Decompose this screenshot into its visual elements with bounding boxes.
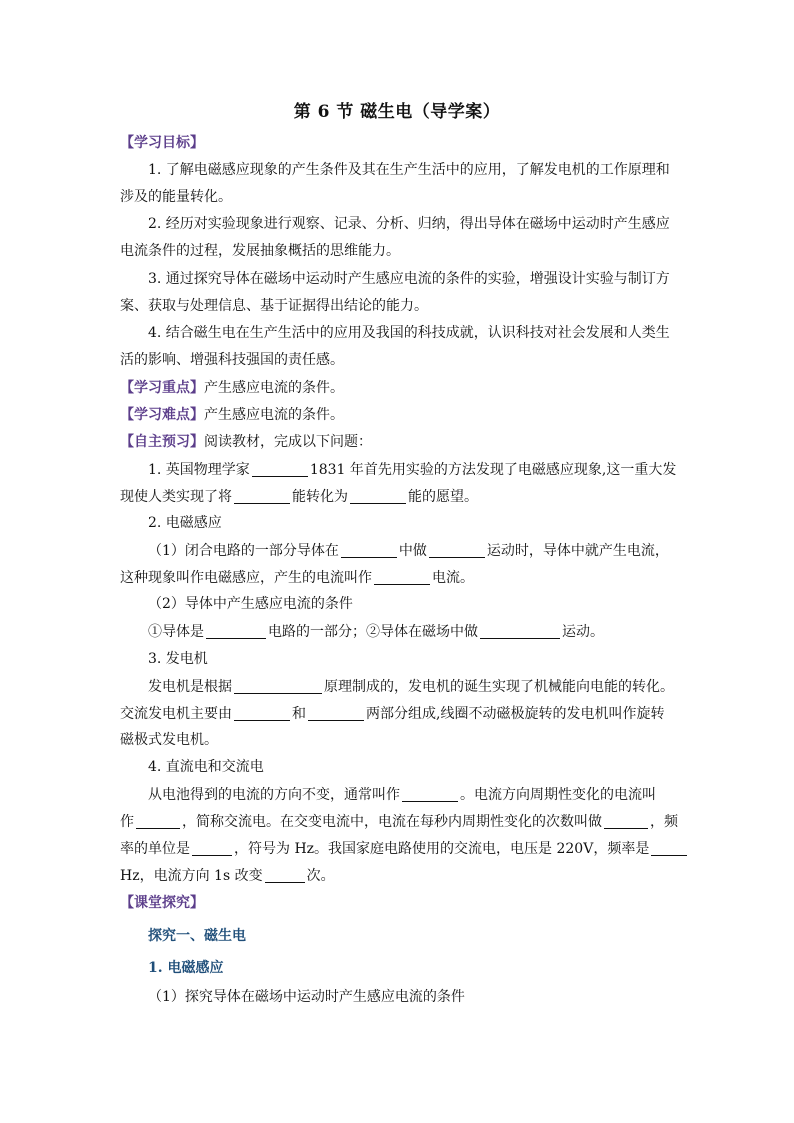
preview-heading: 【自主预习】 — [120, 434, 204, 450]
blank — [206, 624, 266, 639]
question-4-line-2 — [120, 814, 678, 829]
question-4-line-3 — [120, 841, 689, 856]
inquiry-sub-1: 1. 电磁感应 — [148, 960, 224, 976]
question-2-2-heading: （2）导体中产生感应电流的条件 — [148, 596, 353, 612]
text: 现使人类实现了将 — [120, 489, 232, 505]
question-4-heading: 4. 直流电和交流电 — [148, 759, 264, 775]
objective-2-line-1: 2. 经历对实验现象进行观察、记录、分析、归纳，得出导体在磁场中运动时产生感应 — [148, 216, 670, 232]
question-3-line-1 — [148, 679, 674, 694]
text: 作 — [120, 814, 134, 830]
text: 率的单位是 — [120, 841, 190, 857]
text: 原理制成的，发电机的诞生实现了机械能向电能的转化。 — [324, 679, 674, 695]
text: 从电池得到的电流的方向不变，通常叫作 — [148, 787, 400, 803]
key-point-heading: 【学习重点】 — [120, 380, 204, 396]
objective-1-line-1: 1. 了解电磁感应现象的产生条件及其在生产生活中的应用，了解发电机的工作原理和 — [148, 162, 670, 178]
text: 电路的一部分；②导体在磁场中做 — [268, 624, 478, 640]
question-3-heading: 3. 发电机 — [148, 651, 208, 667]
objective-1-line-2: 涉及的能量转化。 — [120, 189, 232, 205]
question-2-1-line-1 — [148, 543, 669, 558]
text: 能的愿望。 — [408, 489, 478, 505]
inquiry-sub-1-1: （1）探究导体在磁场中运动时产生感应电流的条件 — [148, 989, 465, 1005]
difficulty-text: 产生感应电流的条件。 — [204, 407, 344, 423]
key-point — [120, 381, 344, 395]
text: 能转化为 — [292, 489, 348, 505]
blank — [136, 814, 180, 829]
question-4-line-1 — [148, 787, 656, 802]
difficulty-heading: 【学习难点】 — [120, 407, 204, 423]
question-1-line-2 — [120, 489, 478, 504]
inquiry-part-1: 探究一、磁生电 — [148, 928, 246, 944]
inquiry-heading: 【课堂探究】 — [120, 895, 204, 911]
question-3-line-2 — [120, 706, 664, 721]
question-2-2-line — [148, 624, 604, 639]
preview-intro — [120, 435, 372, 449]
objective-4-line-1: 4. 结合磁生电在生产生活中的应用及我国的科技成就，认识科技对社会发展和人类生 — [148, 325, 670, 341]
blank — [429, 543, 485, 558]
text: 和 — [292, 706, 306, 722]
key-point-text: 产生感应电流的条件。 — [204, 380, 344, 396]
blank — [651, 841, 687, 856]
difficulty — [120, 408, 344, 422]
text: 两部分组成,线圈不动磁极旋转的发电机叫作旋转 — [366, 706, 665, 722]
blank — [350, 489, 406, 504]
blank — [308, 706, 364, 721]
text: 1831 年首先用实验的方法发现了电磁感应现象,这一重大发 — [309, 462, 677, 478]
text: 1. 英国物理学家 — [148, 462, 250, 478]
objective-3-line-2: 案、获取与处理信息、基于证据得出结论的能力。 — [120, 298, 428, 314]
objective-4-line-2: 活的影响、增强科技强国的责任感。 — [120, 352, 344, 368]
preview-intro-text: 阅读教材，完成以下问题： — [204, 434, 372, 450]
text: ①导体是 — [148, 624, 204, 640]
blank — [234, 706, 290, 721]
page-title: 第 6 节 磁生电（导学案） — [293, 102, 501, 122]
question-1-line-1 — [148, 462, 676, 477]
text: ，简称交流电。在交变电流中，电流在每秒内周期性变化的次数叫做 — [182, 814, 602, 830]
blank — [265, 868, 305, 883]
text: 发电机是根据 — [148, 679, 232, 695]
text: 电流。 — [432, 570, 474, 586]
question-2-1-line-2 — [120, 570, 474, 585]
text: 运动。 — [562, 624, 604, 640]
blank — [480, 624, 560, 639]
blank — [234, 489, 290, 504]
blank — [234, 679, 322, 694]
blank — [252, 462, 308, 477]
question-3-line-3: 磁极式发电机。 — [120, 732, 218, 748]
blank — [374, 570, 430, 585]
question-4-line-4 — [120, 868, 335, 883]
text: 交流发电机主要由 — [120, 706, 232, 722]
question-2-heading: 2. 电磁感应 — [148, 515, 222, 531]
text: ，频 — [650, 814, 678, 830]
blank — [341, 543, 397, 558]
text: ，符号为 Hz。我国家庭电路使用的交流电，电压是 220V，频率是 — [234, 841, 650, 857]
objective-3-line-1: 3. 通过探究导体在磁场中运动时产生感应电流的条件的实验，增强设计实验与制订方 — [148, 271, 670, 287]
text: （1）闭合电路的一部分导体在 — [148, 543, 339, 559]
blank — [402, 787, 458, 802]
text: 运动时，导体中就产生电流， — [486, 543, 669, 559]
blank — [192, 841, 232, 856]
objective-2-line-2: 电流条件的过程，发展抽象概括的思维能力。 — [120, 243, 400, 259]
text: 中做 — [398, 543, 427, 559]
text: Hz，电流方向 1s 改变 — [120, 868, 263, 884]
text: 。电流方向周期性变化的电流叫 — [460, 787, 656, 803]
objectives-heading: 【学习目标】 — [120, 135, 204, 151]
text: 次。 — [306, 868, 335, 884]
text: 这种现象叫作电磁感应，产生的电流叫作 — [120, 570, 372, 586]
blank — [604, 814, 648, 829]
